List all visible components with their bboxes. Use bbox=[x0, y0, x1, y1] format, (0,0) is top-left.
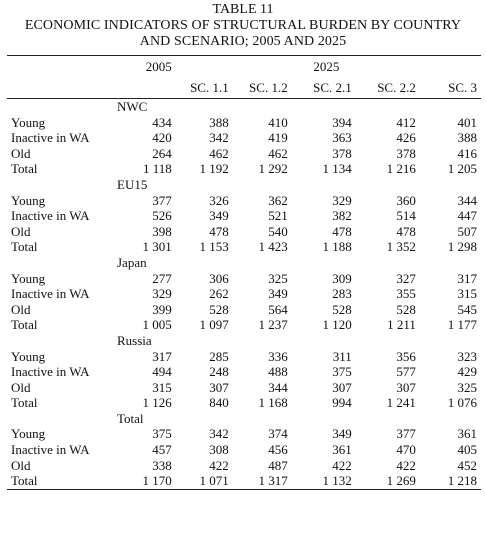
table-cell: 416 bbox=[457, 145, 477, 161]
row-label: Total bbox=[11, 317, 38, 333]
table-cell: 329 bbox=[332, 192, 352, 208]
table-cell: 336 bbox=[268, 348, 288, 364]
table-cell: 462 bbox=[268, 145, 288, 161]
table-cell: 399 bbox=[152, 301, 172, 317]
group-name: NWC bbox=[117, 99, 148, 114]
table-row bbox=[7, 286, 481, 302]
row-label: Old bbox=[11, 379, 31, 395]
table-cell: 1 134 bbox=[322, 161, 352, 177]
table-cell: 361 bbox=[332, 442, 352, 458]
table-cell: 285 bbox=[209, 348, 229, 364]
table-cell: 462 bbox=[209, 145, 229, 161]
table-cell: 377 bbox=[152, 192, 172, 208]
table-cell: 317 bbox=[152, 348, 172, 364]
table-row bbox=[7, 426, 481, 442]
header-scenario: SC. 3 bbox=[416, 78, 481, 99]
table-row bbox=[7, 317, 481, 333]
group-header-row bbox=[7, 99, 481, 115]
table-cell: 342 bbox=[209, 426, 229, 442]
table-cell: 315 bbox=[457, 286, 477, 302]
table-cell: 388 bbox=[457, 130, 477, 146]
group-name: Japan bbox=[117, 254, 147, 270]
table-row bbox=[7, 115, 481, 131]
table-row bbox=[7, 208, 481, 224]
table-cell: 356 bbox=[396, 348, 416, 364]
table-cell: 375 bbox=[332, 364, 352, 380]
row-label: Old bbox=[11, 223, 31, 239]
table-cell: 355 bbox=[396, 286, 416, 302]
table-cell: 405 bbox=[457, 442, 477, 458]
group-name: EU15 bbox=[117, 176, 148, 192]
header-scenario: SC. 1.2 bbox=[229, 78, 288, 99]
table-cell: 1 241 bbox=[386, 395, 416, 411]
table-cell: 840 bbox=[209, 395, 229, 411]
table-cell: 378 bbox=[332, 145, 352, 161]
table-cell: 577 bbox=[396, 364, 416, 380]
table-cell: 307 bbox=[332, 379, 352, 395]
table-cell: 1 118 bbox=[142, 161, 172, 177]
table-cell: 528 bbox=[396, 301, 416, 317]
row-label: Old bbox=[11, 457, 31, 473]
table-cell: 325 bbox=[268, 270, 288, 286]
table-cell: 1 317 bbox=[229, 473, 288, 489]
table-cell: 521 bbox=[268, 208, 288, 224]
row-label: Total bbox=[7, 473, 123, 489]
table-cell: 434 bbox=[152, 114, 172, 130]
table-cell: 327 bbox=[396, 270, 416, 286]
row-label: Young bbox=[11, 348, 46, 364]
table-cell: 375 bbox=[152, 426, 172, 442]
table-cell: 487 bbox=[268, 457, 288, 473]
row-label: Old bbox=[11, 145, 31, 161]
table-cell: 1 076 bbox=[447, 395, 477, 411]
table-cell: 514 bbox=[396, 208, 416, 224]
table-cell: 344 bbox=[457, 192, 477, 208]
table-caption-line1: ECONOMIC INDICATORS OF STRUCTURAL BURDEN BY COUNTRY bbox=[24, 18, 462, 33]
header-scenario: SC. 1.1 bbox=[172, 78, 229, 99]
table-cell: 362 bbox=[268, 192, 288, 208]
table-cell: 361 bbox=[457, 426, 477, 442]
table-cell: 1 269 bbox=[352, 473, 416, 489]
table-cell: 378 bbox=[396, 145, 416, 161]
row-label: Old bbox=[11, 301, 31, 317]
table-cell: 429 bbox=[457, 364, 477, 380]
row-label: Young bbox=[11, 114, 46, 130]
table-cell: 412 bbox=[396, 114, 416, 130]
table-cell: 262 bbox=[209, 286, 229, 302]
table-cell: 306 bbox=[209, 270, 229, 286]
table-cell: 526 bbox=[152, 208, 172, 224]
table-cell: 528 bbox=[209, 301, 229, 317]
table-cell: 349 bbox=[209, 208, 229, 224]
row-label: Total bbox=[11, 395, 38, 411]
table-row bbox=[7, 364, 481, 380]
table-cell: 329 bbox=[152, 286, 172, 302]
table-cell: 349 bbox=[332, 426, 352, 442]
table-title bbox=[0, 0, 486, 50]
header-scenario: SC. 2.1 bbox=[288, 78, 352, 99]
table-cell: 1 352 bbox=[386, 239, 416, 255]
table-cell: 309 bbox=[332, 270, 352, 286]
table-row bbox=[7, 380, 481, 396]
table-cell: 307 bbox=[396, 379, 416, 395]
table-cell: 1 120 bbox=[322, 317, 352, 333]
table-cell: 426 bbox=[396, 130, 416, 146]
table-cell: 540 bbox=[268, 223, 288, 239]
table-cell: 1 168 bbox=[258, 395, 288, 411]
group-header-row bbox=[7, 333, 481, 349]
table-row bbox=[7, 395, 481, 411]
table-cell: 410 bbox=[268, 114, 288, 130]
header-row-years bbox=[7, 56, 481, 78]
table-row bbox=[7, 193, 481, 209]
table-cell: 307 bbox=[209, 379, 229, 395]
table-cell: 1 237 bbox=[258, 317, 288, 333]
table-cell: 374 bbox=[268, 426, 288, 442]
header-row-scenarios bbox=[7, 78, 481, 99]
table-cell: 1 005 bbox=[142, 317, 172, 333]
table-row bbox=[7, 349, 481, 365]
table-cell: 1 423 bbox=[258, 239, 288, 255]
table-cell: 264 bbox=[152, 145, 172, 161]
table-cell: 1 177 bbox=[447, 317, 477, 333]
group-header-row bbox=[7, 411, 481, 427]
table-cell: 1 218 bbox=[416, 473, 481, 489]
group-header-row bbox=[7, 177, 481, 193]
table-cell: 283 bbox=[332, 286, 352, 302]
row-label: Total bbox=[11, 239, 38, 255]
table-cell: 456 bbox=[268, 442, 288, 458]
table-cell: 478 bbox=[209, 223, 229, 239]
table-cell: 382 bbox=[332, 208, 352, 224]
table-number: TABLE 11 bbox=[212, 2, 274, 17]
row-label: Inactive in WA bbox=[11, 442, 90, 458]
table-cell: 277 bbox=[152, 270, 172, 286]
table-cell: 452 bbox=[457, 457, 477, 473]
table-row bbox=[7, 442, 481, 458]
group-name: Russia bbox=[117, 332, 152, 348]
table-cell: 311 bbox=[332, 348, 352, 364]
table-cell: 564 bbox=[268, 301, 288, 317]
row-label: Young bbox=[11, 426, 46, 442]
table-cell: 394 bbox=[332, 114, 352, 130]
table-cell: 388 bbox=[209, 114, 229, 130]
table-cell: 248 bbox=[209, 364, 229, 380]
table-cell: 1 192 bbox=[199, 161, 229, 177]
table-cell: 1 071 bbox=[172, 473, 229, 489]
row-label: Young bbox=[11, 192, 46, 208]
table-cell: 1 153 bbox=[199, 239, 229, 255]
table-cell: 470 bbox=[396, 442, 416, 458]
table-cell: 1 301 bbox=[142, 239, 172, 255]
group-name: Total bbox=[117, 410, 144, 426]
table-caption-line2: AND SCENARIO; 2005 AND 2025 bbox=[139, 34, 347, 49]
table-cell: 1 205 bbox=[447, 161, 477, 177]
table-cell: 323 bbox=[457, 348, 477, 364]
table-cell: 349 bbox=[268, 286, 288, 302]
table-cell: 494 bbox=[152, 364, 172, 380]
table-row bbox=[7, 239, 481, 255]
table-cell: 1 132 bbox=[288, 473, 352, 489]
table-cell: 994 bbox=[332, 395, 352, 411]
table-cell: 1 298 bbox=[447, 239, 477, 255]
table-cell: 325 bbox=[457, 379, 477, 395]
table-row bbox=[7, 161, 481, 177]
table-cell: 1 216 bbox=[386, 161, 416, 177]
table-cell: 488 bbox=[268, 364, 288, 380]
table-cell: 317 bbox=[457, 270, 477, 286]
table-cell: 1 126 bbox=[142, 395, 172, 411]
structural-burden-table bbox=[7, 55, 481, 490]
table-cell: 338 bbox=[152, 457, 172, 473]
table-cell: 344 bbox=[268, 379, 288, 395]
table-cell: 342 bbox=[209, 130, 229, 146]
table-cell: 545 bbox=[457, 301, 477, 317]
row-label: Young bbox=[11, 270, 46, 286]
table-cell: 422 bbox=[332, 457, 352, 473]
table-cell: 1 188 bbox=[322, 239, 352, 255]
table-cell: 308 bbox=[209, 442, 229, 458]
row-label: Inactive in WA bbox=[11, 208, 90, 224]
table-cell: 377 bbox=[396, 426, 416, 442]
table-row bbox=[7, 458, 481, 474]
table-cell: 360 bbox=[396, 192, 416, 208]
table-cell: 528 bbox=[332, 301, 352, 317]
table-cell: 1 097 bbox=[199, 317, 229, 333]
table-row bbox=[7, 224, 481, 240]
table-row bbox=[7, 473, 481, 489]
table-cell: 457 bbox=[152, 442, 172, 458]
table-cell: 478 bbox=[332, 223, 352, 239]
table-cell: 1 170 bbox=[123, 473, 172, 489]
row-label: Inactive in WA bbox=[11, 364, 90, 380]
header-2005: 2005 bbox=[145, 59, 172, 74]
table-cell: 1 211 bbox=[387, 317, 416, 333]
table-cell: 478 bbox=[396, 223, 416, 239]
table-cell: 422 bbox=[209, 457, 229, 473]
table-row bbox=[7, 146, 481, 162]
table-row bbox=[7, 302, 481, 318]
table-cell: 419 bbox=[268, 130, 288, 146]
table-cell: 422 bbox=[396, 457, 416, 473]
table-cell: 326 bbox=[209, 192, 229, 208]
row-label: Total bbox=[11, 161, 38, 177]
header-2025: 2025 bbox=[313, 59, 340, 74]
table-cell: 420 bbox=[152, 130, 172, 146]
table-cell: 363 bbox=[332, 130, 352, 146]
table-row bbox=[7, 130, 481, 146]
table-cell: 447 bbox=[457, 208, 477, 224]
table-cell: 398 bbox=[152, 223, 172, 239]
table-cell: 315 bbox=[152, 379, 172, 395]
header-scenario: SC. 2.2 bbox=[352, 78, 416, 99]
row-label: Inactive in WA bbox=[11, 286, 90, 302]
table-cell: 401 bbox=[457, 114, 477, 130]
row-label: Inactive in WA bbox=[11, 130, 90, 146]
table-cell: 507 bbox=[457, 223, 477, 239]
table-cell: 1 292 bbox=[258, 161, 288, 177]
table-row bbox=[7, 271, 481, 287]
group-header-row bbox=[7, 255, 481, 271]
